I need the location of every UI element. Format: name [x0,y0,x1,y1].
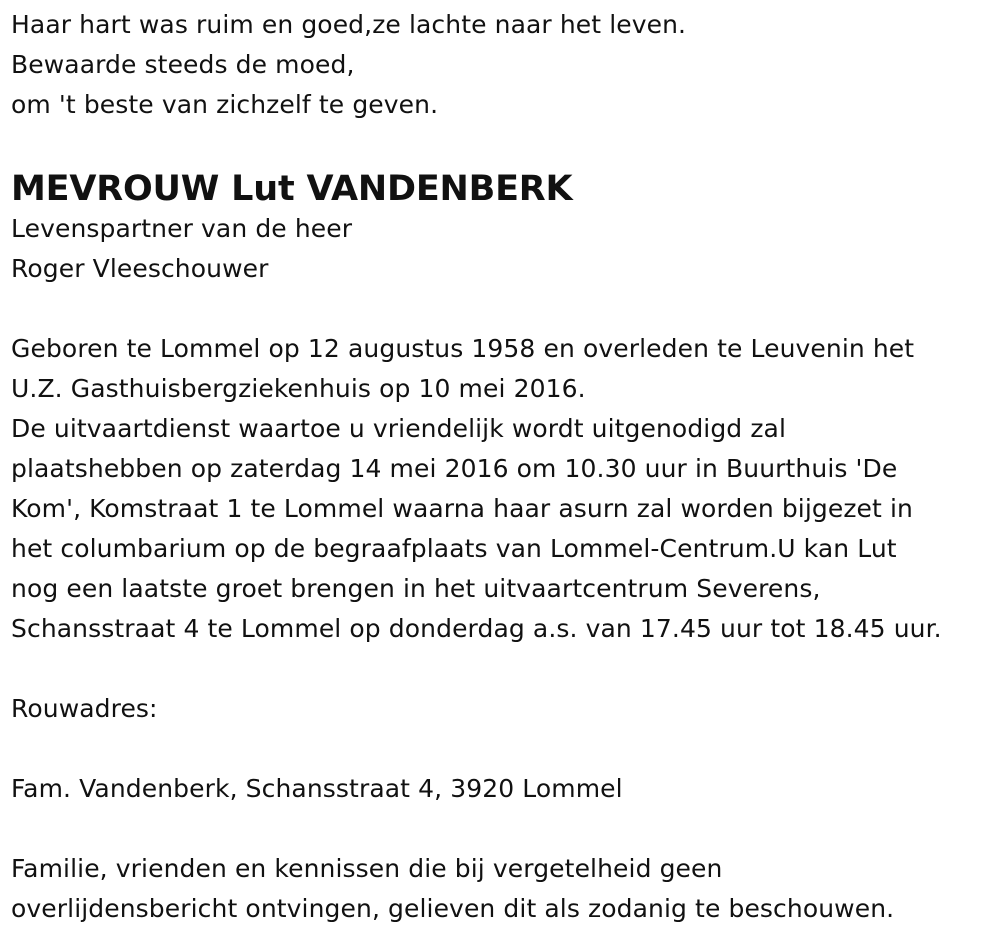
spacer [11,649,996,689]
poem [11,5,996,125]
poem-line: Bewaarde steeds de moed, [11,50,355,79]
body-line: plaatshebben op zaterdag 14 mei 2016 om 10.30 uur in Buurthuis 'De [11,454,898,483]
closing-line: overlijdensbericht ontvingen, gelieven dit als zodanig te beschouwen. [11,894,895,923]
deceased-name: MEVROUW Lut VANDENBERK [11,169,573,209]
mourning-address: Fam. Vandenberk, Schansstraat 4, 3920 Lommel [11,774,623,803]
body-line: het columbarium op de begraafplaats van Lommel-Centrum.U kan Lut [11,534,897,563]
body-line: Geboren te Lommel op 12 augustus 1958 en overleden te Leuvenin het [11,334,915,363]
poem-line: Haar hart was ruim en goed,ze lachte naar het leven. [11,10,687,39]
spacer [11,125,996,169]
body-line: Schansstraat 4 te Lommel op donderdag a.s. van 17.45 uur tot 18.45 uur. [11,614,942,643]
partner-block [11,209,996,289]
mourning-address-label: Rouwadres: [11,694,158,723]
body-line: nog een laatste groet brengen in het uitvaartcentrum Severens, [11,574,821,603]
body-line: De uitvaartdienst waartoe u vriendelijk wordt uitgenodigd zal [11,414,787,443]
closing-line: Familie, vrienden en kennissen die bij vergetelheid geen [11,854,723,883]
poem-line: om 't beste van zichzelf te geven. [11,90,439,119]
partner-line: Roger Vleeschouwer [11,254,269,283]
body-text [11,329,996,649]
spacer [11,289,996,329]
body-line: Kom', Komstraat 1 te Lommel waarna haar asurn zal worden bijgezet in [11,494,913,523]
spacer [11,809,996,849]
body-line: U.Z. Gasthuisbergziekenhuis op 10 mei 2016. [11,374,586,403]
obituary-notice [11,5,996,929]
closing-text [11,849,996,929]
partner-line: Levenspartner van de heer [11,214,353,243]
spacer [11,729,996,769]
